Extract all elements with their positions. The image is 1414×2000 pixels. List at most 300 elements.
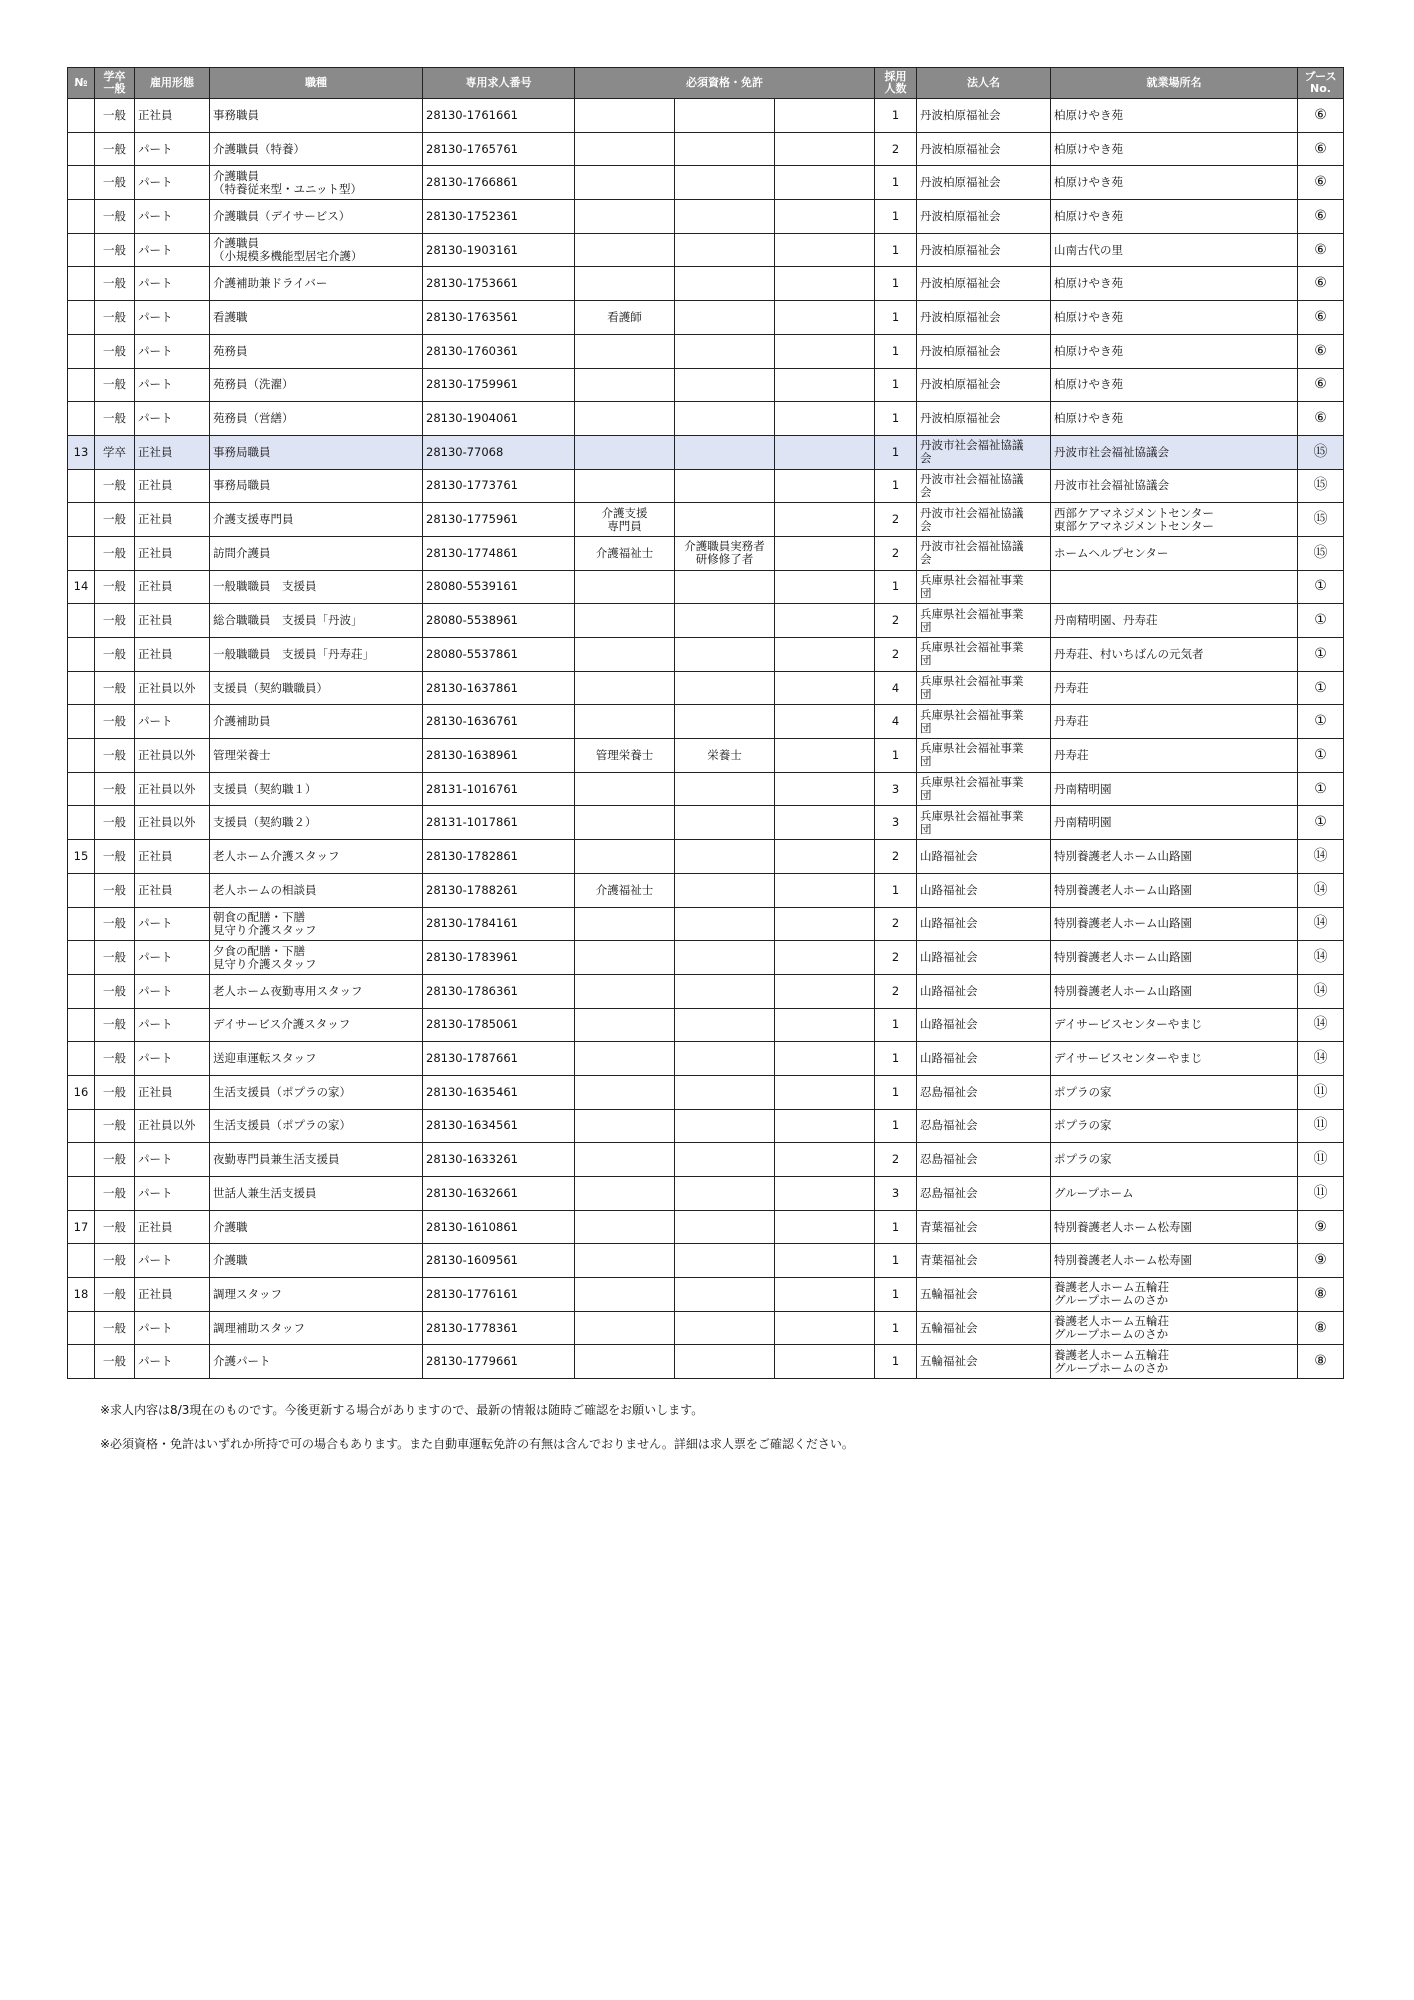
row-job-number: 28130-1763561 <box>423 301 575 335</box>
row-job-number: 28080-5539161 <box>423 570 575 604</box>
row-type: 一般 <box>95 1345 135 1379</box>
row-count: 1 <box>875 334 917 368</box>
row-no <box>68 334 95 368</box>
row-qual-1 <box>575 806 675 840</box>
row-corporation: 丹波市社会福祉協議 会 <box>917 503 1051 537</box>
row-count: 1 <box>875 233 917 267</box>
row-type: 一般 <box>95 907 135 941</box>
row-corporation: 忍島福祉会 <box>917 1075 1051 1109</box>
table-row <box>68 1345 1344 1379</box>
header-job-number: 専用求人番号 <box>423 68 575 99</box>
row-qual-1 <box>575 638 675 672</box>
row-qual-2 <box>675 368 775 402</box>
row-employment: パート <box>135 941 210 975</box>
row-count: 2 <box>875 907 917 941</box>
row-qual-3 <box>775 536 875 570</box>
row-job: 管理栄養士 <box>210 739 423 773</box>
row-no <box>68 132 95 166</box>
row-qual-3 <box>775 200 875 234</box>
header-corporation: 法人名 <box>917 68 1051 99</box>
header-qualification: 必須資格・免許 <box>575 68 875 99</box>
row-job: 夜勤専門員兼生活支援員 <box>210 1143 423 1177</box>
row-job-number: 28130-1775961 <box>423 503 575 537</box>
row-site: ポプラの家 <box>1051 1075 1298 1109</box>
row-employment: パート <box>135 1311 210 1345</box>
row-corporation: 山路福祉会 <box>917 1008 1051 1042</box>
row-count: 4 <box>875 671 917 705</box>
row-qual-1 <box>575 941 675 975</box>
row-corporation: 丹波柏原福祉会 <box>917 132 1051 166</box>
row-qual-2 <box>675 705 775 739</box>
row-booth: ① <box>1298 671 1344 705</box>
row-job: 老人ホーム夜勤専用スタッフ <box>210 974 423 1008</box>
row-site: 丹波市社会福祉協議会 <box>1051 469 1298 503</box>
row-no <box>68 233 95 267</box>
row-employment: 正社員以外 <box>135 671 210 705</box>
row-employment: パート <box>135 368 210 402</box>
row-job: 苑務員（営繕） <box>210 402 423 436</box>
table-row <box>68 435 1344 469</box>
table-row <box>68 1042 1344 1076</box>
row-count: 1 <box>875 570 917 604</box>
row-no <box>68 941 95 975</box>
row-no <box>68 1143 95 1177</box>
row-qual-3 <box>775 1008 875 1042</box>
row-no <box>68 99 95 133</box>
row-job-number: 28130-77068 <box>423 435 575 469</box>
row-employment: 正社員 <box>135 570 210 604</box>
row-qual-2 <box>675 435 775 469</box>
row-no <box>68 1177 95 1211</box>
row-corporation: 丹波柏原福祉会 <box>917 368 1051 402</box>
row-employment: 正社員 <box>135 873 210 907</box>
table-row <box>68 1278 1344 1312</box>
row-count: 1 <box>875 873 917 907</box>
row-qual-2 <box>675 1008 775 1042</box>
row-site: 特別養護老人ホーム山路園 <box>1051 941 1298 975</box>
table-row <box>68 1143 1344 1177</box>
row-job-number: 28130-1759961 <box>423 368 575 402</box>
row-site: ポプラの家 <box>1051 1143 1298 1177</box>
row-qual-2 <box>675 334 775 368</box>
row-qual-2 <box>675 638 775 672</box>
row-corporation: 忍島福祉会 <box>917 1109 1051 1143</box>
row-qual-1 <box>575 1278 675 1312</box>
row-job-number: 28130-1779661 <box>423 1345 575 1379</box>
row-count: 3 <box>875 772 917 806</box>
row-job-number: 28130-1786361 <box>423 974 575 1008</box>
row-booth: ⑥ <box>1298 334 1344 368</box>
row-qual-3 <box>775 638 875 672</box>
row-job-number: 28130-1788261 <box>423 873 575 907</box>
row-site: デイサービスセンターやまじ <box>1051 1008 1298 1042</box>
row-corporation: 山路福祉会 <box>917 907 1051 941</box>
row-qual-2 <box>675 402 775 436</box>
row-count: 1 <box>875 1042 917 1076</box>
table-row <box>68 200 1344 234</box>
row-corporation: 忍島福祉会 <box>917 1143 1051 1177</box>
row-job-number: 28130-1753661 <box>423 267 575 301</box>
row-job: 調理スタッフ <box>210 1278 423 1312</box>
row-qual-1 <box>575 1008 675 1042</box>
row-qual-1 <box>575 200 675 234</box>
row-job: 事務局職員 <box>210 469 423 503</box>
table-row <box>68 166 1344 200</box>
row-site: 柏原けやき苑 <box>1051 334 1298 368</box>
row-qual-1 <box>575 1075 675 1109</box>
row-booth: ⑪ <box>1298 1109 1344 1143</box>
row-corporation: 丹波柏原福祉会 <box>917 301 1051 335</box>
row-qual-2 <box>675 772 775 806</box>
row-no <box>68 402 95 436</box>
row-qual-1 <box>575 907 675 941</box>
row-type: 一般 <box>95 536 135 570</box>
row-booth: ⑧ <box>1298 1311 1344 1345</box>
row-qual-3 <box>775 267 875 301</box>
row-qual-3 <box>775 806 875 840</box>
row-job: 介護職員 （小規模多機能型居宅介護） <box>210 233 423 267</box>
row-corporation: 兵庫県社会福祉事業 団 <box>917 705 1051 739</box>
row-no <box>68 267 95 301</box>
row-no <box>68 368 95 402</box>
row-type: 一般 <box>95 941 135 975</box>
row-qual-2 <box>675 974 775 1008</box>
row-no <box>68 772 95 806</box>
row-qual-3 <box>775 1075 875 1109</box>
row-qual-2 <box>675 132 775 166</box>
row-qual-3 <box>775 1345 875 1379</box>
row-corporation: 兵庫県社会福祉事業 団 <box>917 739 1051 773</box>
row-type: 一般 <box>95 1278 135 1312</box>
row-no <box>68 1109 95 1143</box>
table-row <box>68 1244 1344 1278</box>
row-job-number: 28130-1752361 <box>423 200 575 234</box>
row-job-number: 28130-1784161 <box>423 907 575 941</box>
row-type: 一般 <box>95 1008 135 1042</box>
row-corporation: 兵庫県社会福祉事業 団 <box>917 638 1051 672</box>
row-job: 訪問介護員 <box>210 536 423 570</box>
row-count: 2 <box>875 503 917 537</box>
row-job: 介護支援専門員 <box>210 503 423 537</box>
row-qual-3 <box>775 840 875 874</box>
row-no <box>68 200 95 234</box>
row-booth: ⑥ <box>1298 402 1344 436</box>
row-qual-2 <box>675 233 775 267</box>
row-employment: 正社員 <box>135 536 210 570</box>
row-booth: ⑥ <box>1298 132 1344 166</box>
row-type: 一般 <box>95 334 135 368</box>
row-no <box>68 1042 95 1076</box>
row-qual-1: 看護師 <box>575 301 675 335</box>
row-type: 一般 <box>95 402 135 436</box>
table-row <box>68 301 1344 335</box>
row-count: 4 <box>875 705 917 739</box>
table-row <box>68 772 1344 806</box>
row-employment: パート <box>135 402 210 436</box>
row-site: 西部ケアマネジメントセンター 東部ケアマネジメントセンター <box>1051 503 1298 537</box>
row-no <box>68 469 95 503</box>
row-site: 特別養護老人ホーム山路園 <box>1051 840 1298 874</box>
row-qual-2 <box>675 1311 775 1345</box>
row-employment: パート <box>135 705 210 739</box>
footnotes <box>100 1402 854 1470</box>
row-job-number: 28130-1765761 <box>423 132 575 166</box>
row-qual-3 <box>775 772 875 806</box>
row-corporation: 丹波柏原福祉会 <box>917 166 1051 200</box>
row-job-number: 28080-5537861 <box>423 638 575 672</box>
row-employment: パート <box>135 200 210 234</box>
row-no <box>68 974 95 1008</box>
row-count: 1 <box>875 1008 917 1042</box>
row-corporation: 丹波柏原福祉会 <box>917 334 1051 368</box>
header-booth: ブース No. <box>1298 68 1344 99</box>
footnote-qualification: ※必須資格・免許はいずれか所持で可の場合もあります。また自動車運転免許の有無は含んでおりません。詳細は求人票をご確認ください。 <box>100 1437 854 1451</box>
row-job: 介護補助兼ドライバー <box>210 267 423 301</box>
table-row <box>68 840 1344 874</box>
row-no <box>68 739 95 773</box>
row-job: 介護職 <box>210 1210 423 1244</box>
row-qual-1 <box>575 435 675 469</box>
row-job-number: 28130-1610861 <box>423 1210 575 1244</box>
row-type: 一般 <box>95 671 135 705</box>
row-count: 1 <box>875 1244 917 1278</box>
row-job-number: 28130-1632661 <box>423 1177 575 1211</box>
row-no <box>68 806 95 840</box>
row-type: 一般 <box>95 1177 135 1211</box>
row-job: 看護職 <box>210 301 423 335</box>
row-qual-1 <box>575 1042 675 1076</box>
row-corporation: 兵庫県社会福祉事業 団 <box>917 772 1051 806</box>
row-count: 1 <box>875 166 917 200</box>
table-row <box>68 739 1344 773</box>
row-no <box>68 1008 95 1042</box>
row-qual-2 <box>675 301 775 335</box>
row-qual-3 <box>775 301 875 335</box>
row-booth: ① <box>1298 772 1344 806</box>
row-qual-2 <box>675 671 775 705</box>
row-corporation: 兵庫県社会福祉事業 団 <box>917 671 1051 705</box>
row-qual-2 <box>675 469 775 503</box>
row-employment: 正社員以外 <box>135 739 210 773</box>
row-site: 特別養護老人ホーム山路園 <box>1051 907 1298 941</box>
row-site: 特別養護老人ホーム松寿園 <box>1051 1210 1298 1244</box>
row-count: 1 <box>875 435 917 469</box>
row-qual-1 <box>575 974 675 1008</box>
row-qual-1 <box>575 132 675 166</box>
row-qual-3 <box>775 1210 875 1244</box>
row-qual-1 <box>575 1210 675 1244</box>
row-corporation: 丹波柏原福祉会 <box>917 200 1051 234</box>
row-booth: ⑥ <box>1298 166 1344 200</box>
row-type: 学卒 <box>95 435 135 469</box>
row-job: 介護職員（特養） <box>210 132 423 166</box>
table-row <box>68 132 1344 166</box>
row-qual-2 <box>675 1177 775 1211</box>
row-job: 苑務員（洗濯） <box>210 368 423 402</box>
row-type: 一般 <box>95 132 135 166</box>
row-job-number: 28130-1773761 <box>423 469 575 503</box>
row-qual-1 <box>575 671 675 705</box>
row-job-number: 28130-1636761 <box>423 705 575 739</box>
row-qual-2 <box>675 267 775 301</box>
row-qual-3 <box>775 1109 875 1143</box>
row-job: 送迎車運転スタッフ <box>210 1042 423 1076</box>
row-job-number: 28130-1776161 <box>423 1278 575 1312</box>
row-job-number: 28080-5538961 <box>423 604 575 638</box>
row-type: 一般 <box>95 739 135 773</box>
row-qual-1: 介護支援 専門員 <box>575 503 675 537</box>
row-employment: 正社員 <box>135 503 210 537</box>
row-type: 一般 <box>95 1311 135 1345</box>
row-site: ポプラの家 <box>1051 1109 1298 1143</box>
table-row <box>68 402 1344 436</box>
row-corporation: 忍島福祉会 <box>917 1177 1051 1211</box>
row-corporation: 丹波柏原福祉会 <box>917 402 1051 436</box>
table-row <box>68 1109 1344 1143</box>
row-booth: ⑭ <box>1298 941 1344 975</box>
row-qual-1 <box>575 772 675 806</box>
row-job: 老人ホームの相談員 <box>210 873 423 907</box>
row-site: 柏原けやき苑 <box>1051 132 1298 166</box>
row-booth: ⑪ <box>1298 1075 1344 1109</box>
row-type: 一般 <box>95 638 135 672</box>
row-no: 14 <box>68 570 95 604</box>
table-row <box>68 1177 1344 1211</box>
row-employment: 正社員以外 <box>135 1109 210 1143</box>
row-booth: ① <box>1298 705 1344 739</box>
row-no: 18 <box>68 1278 95 1312</box>
row-qual-1 <box>575 368 675 402</box>
row-site: 柏原けやき苑 <box>1051 301 1298 335</box>
table-row <box>68 1311 1344 1345</box>
row-employment: 正社員 <box>135 435 210 469</box>
row-qual-2 <box>675 503 775 537</box>
row-job: 介護職員 （特養従来型・ユニット型） <box>210 166 423 200</box>
row-corporation: 山路福祉会 <box>917 1042 1051 1076</box>
row-qual-3 <box>775 166 875 200</box>
row-qual-3 <box>775 132 875 166</box>
row-qual-1: 介護福祉士 <box>575 873 675 907</box>
row-count: 1 <box>875 1345 917 1379</box>
row-no <box>68 671 95 705</box>
row-type: 一般 <box>95 1244 135 1278</box>
row-job: 一般職職員 支援員「丹寿荘」 <box>210 638 423 672</box>
table-row <box>68 873 1344 907</box>
row-qual-3 <box>775 233 875 267</box>
row-corporation: 山路福祉会 <box>917 974 1051 1008</box>
row-no <box>68 503 95 537</box>
row-corporation: 青葉福祉会 <box>917 1210 1051 1244</box>
row-qual-2 <box>675 873 775 907</box>
row-site: 柏原けやき苑 <box>1051 402 1298 436</box>
row-qual-3 <box>775 671 875 705</box>
row-employment: パート <box>135 907 210 941</box>
row-job: 調理補助スタッフ <box>210 1311 423 1345</box>
row-job: 介護職 <box>210 1244 423 1278</box>
row-job: 介護職員（デイサービス） <box>210 200 423 234</box>
row-site: 丹南精明園 <box>1051 772 1298 806</box>
row-employment: パート <box>135 267 210 301</box>
row-no <box>68 1345 95 1379</box>
row-type: 一般 <box>95 1143 135 1177</box>
row-count: 3 <box>875 1177 917 1211</box>
row-job: 生活支援員（ポプラの家） <box>210 1075 423 1109</box>
row-job: デイサービス介護スタッフ <box>210 1008 423 1042</box>
row-qual-1 <box>575 1143 675 1177</box>
row-type: 一般 <box>95 166 135 200</box>
row-job: 支援員（契約職職員） <box>210 671 423 705</box>
row-type: 一般 <box>95 233 135 267</box>
row-corporation: 丹波柏原福祉会 <box>917 233 1051 267</box>
row-count: 1 <box>875 99 917 133</box>
row-job: 苑務員 <box>210 334 423 368</box>
row-type: 一般 <box>95 1210 135 1244</box>
row-corporation: 丹波市社会福祉協議 会 <box>917 469 1051 503</box>
row-type: 一般 <box>95 301 135 335</box>
row-employment: パート <box>135 301 210 335</box>
row-site: 特別養護老人ホーム山路園 <box>1051 974 1298 1008</box>
row-type: 一般 <box>95 604 135 638</box>
row-type: 一般 <box>95 974 135 1008</box>
row-type: 一般 <box>95 1075 135 1109</box>
row-site: 養護老人ホーム五輪荘 グループホームのさか <box>1051 1345 1298 1379</box>
row-qual-2 <box>675 1143 775 1177</box>
row-count: 1 <box>875 402 917 436</box>
row-qual-3 <box>775 873 875 907</box>
row-no <box>68 536 95 570</box>
row-qual-3 <box>775 368 875 402</box>
row-count: 2 <box>875 638 917 672</box>
table-row <box>68 233 1344 267</box>
row-job-number: 28130-1787661 <box>423 1042 575 1076</box>
row-site <box>1051 570 1298 604</box>
row-type: 一般 <box>95 840 135 874</box>
row-site: 柏原けやき苑 <box>1051 368 1298 402</box>
row-corporation: 青葉福祉会 <box>917 1244 1051 1278</box>
row-job-number: 28130-1785061 <box>423 1008 575 1042</box>
row-site: 丹南精明園 <box>1051 806 1298 840</box>
row-qual-3 <box>775 1042 875 1076</box>
row-qual-1 <box>575 1244 675 1278</box>
row-employment: パート <box>135 233 210 267</box>
row-qual-1 <box>575 267 675 301</box>
table-row <box>68 907 1344 941</box>
row-type: 一般 <box>95 368 135 402</box>
row-qual-2 <box>675 604 775 638</box>
row-count: 2 <box>875 974 917 1008</box>
row-no: 13 <box>68 435 95 469</box>
row-employment: 正社員 <box>135 638 210 672</box>
job-listing-table <box>67 67 1344 1379</box>
row-qual-2 <box>675 200 775 234</box>
row-job-number: 28130-1782861 <box>423 840 575 874</box>
row-no <box>68 166 95 200</box>
row-job: 事務局職員 <box>210 435 423 469</box>
row-qual-1 <box>575 1177 675 1211</box>
row-job: 生活支援員（ポプラの家） <box>210 1109 423 1143</box>
row-qual-1 <box>575 705 675 739</box>
row-type: 一般 <box>95 503 135 537</box>
row-qual-1 <box>575 570 675 604</box>
row-job: 支援員（契約職２） <box>210 806 423 840</box>
row-count: 2 <box>875 941 917 975</box>
row-site: 柏原けやき苑 <box>1051 200 1298 234</box>
row-qual-2 <box>675 1278 775 1312</box>
row-qual-2 <box>675 1042 775 1076</box>
row-no <box>68 604 95 638</box>
row-employment: パート <box>135 166 210 200</box>
row-qual-1 <box>575 1109 675 1143</box>
